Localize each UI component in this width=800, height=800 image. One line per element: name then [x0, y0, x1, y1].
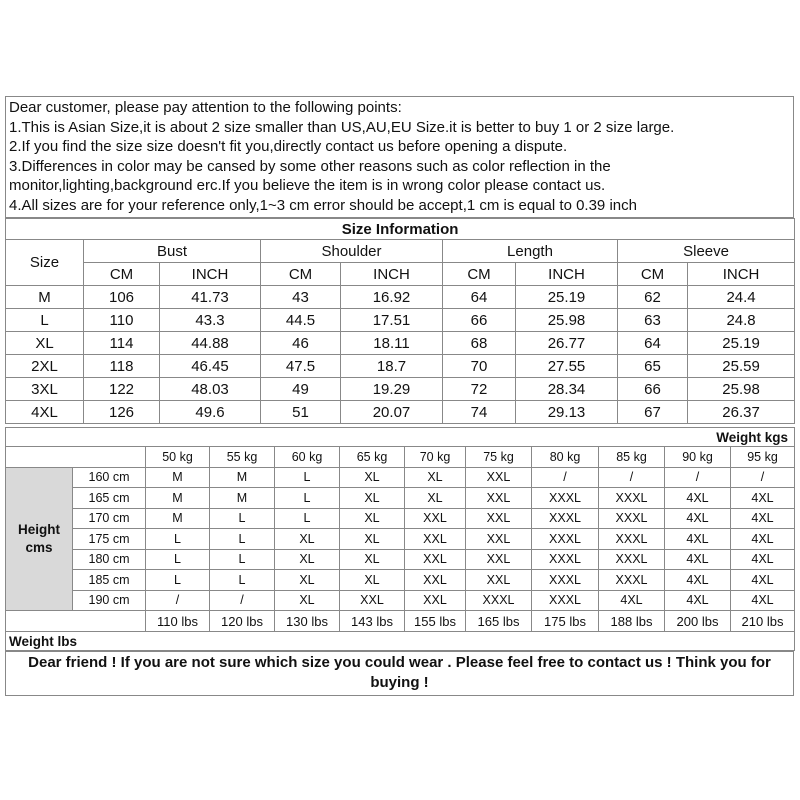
recommended-size-cell: XXL	[466, 508, 532, 529]
recommended-size-cell: 4XL	[665, 529, 731, 550]
measurement-cell: 44.5	[261, 309, 341, 332]
weight-lbs-cell: 200 lbs	[665, 611, 731, 632]
recommended-size-cell: 4XL	[665, 549, 731, 570]
measurement-cell: 25.98	[688, 378, 795, 401]
notice-line: 1.This is Asian Size,it is about 2 size smaller than US,AU,EU Size.it is better to buy 1 or 2 size large.	[9, 118, 675, 136]
recommended-size-cell: /	[210, 590, 275, 611]
notice-line: 3.Differences in color may be cansed by some other reasons such as color reflection in the	[9, 157, 611, 175]
measurement-cell: 24.4	[688, 286, 795, 309]
measurement-cell: 29.13	[516, 401, 618, 424]
units-row	[6, 263, 795, 286]
blank-cell	[6, 447, 146, 468]
measurement-cell: 62	[618, 286, 688, 309]
height-value-cell: 170 cm	[73, 508, 146, 529]
weight-kg-cell: 70 kg	[405, 447, 466, 468]
height-value-cell: 175 cm	[73, 529, 146, 550]
sleeve-header: Sleeve	[618, 240, 795, 263]
weight-lbs-cell: 120 lbs	[210, 611, 275, 632]
measurement-cell: 26.37	[688, 401, 795, 424]
measurement-cell: 74	[443, 401, 516, 424]
recommended-size-cell: XL	[405, 488, 466, 509]
recommended-size-cell: XXL	[466, 529, 532, 550]
recommended-size-cell: XXL	[405, 549, 466, 570]
size-name-cell: 3XL	[6, 378, 84, 401]
weight-lbs-cell: 155 lbs	[405, 611, 466, 632]
measurement-cell: 68	[443, 332, 516, 355]
recommended-size-cell: XL	[275, 570, 340, 591]
weight-lbs-cell: 175 lbs	[532, 611, 599, 632]
recommended-size-cell: XL	[340, 467, 405, 488]
recommended-size-cell: 4XL	[665, 508, 731, 529]
recommended-size-cell: XXXL	[599, 549, 665, 570]
size-row	[6, 332, 795, 355]
weight-lbs-label: Weight lbs	[6, 632, 795, 651]
recommended-size-cell: XXL	[405, 508, 466, 529]
size-row	[6, 309, 795, 332]
recommended-size-cell: M	[210, 467, 275, 488]
size-name-cell: 2XL	[6, 355, 84, 378]
recommended-size-cell: XXXL	[532, 549, 599, 570]
recommended-size-cell: 4XL	[731, 549, 795, 570]
recommended-size-cell: XXXL	[599, 488, 665, 509]
recommended-size-cell: XL	[405, 467, 466, 488]
height-row	[6, 508, 795, 529]
size-row	[6, 355, 795, 378]
length-header: Length	[443, 240, 618, 263]
measurement-cell: 48.03	[160, 378, 261, 401]
measurement-cell: 26.77	[516, 332, 618, 355]
recommended-size-cell: XXL	[466, 549, 532, 570]
measurement-cell: 47.5	[261, 355, 341, 378]
measurement-cell: 25.59	[688, 355, 795, 378]
height-row	[6, 488, 795, 509]
measurement-cell: 118	[84, 355, 160, 378]
measurement-cell: 46.45	[160, 355, 261, 378]
recommended-size-cell: XL	[340, 508, 405, 529]
measurement-cell: 51	[261, 401, 341, 424]
height-cms-label	[6, 467, 73, 611]
measurement-cell: 43.3	[160, 309, 261, 332]
weight-kg-cell: 90 kg	[665, 447, 731, 468]
recommended-size-cell: L	[146, 570, 210, 591]
recommended-size-cell: XL	[340, 549, 405, 570]
weight-lbs-cell: 210 lbs	[731, 611, 795, 632]
measurement-cell: 106	[84, 286, 160, 309]
measurement-cell: 17.51	[341, 309, 443, 332]
measurement-cell: 63	[618, 309, 688, 332]
recommended-size-cell: L	[210, 529, 275, 550]
bust-header: Bust	[84, 240, 261, 263]
measurement-cell: 114	[84, 332, 160, 355]
height-value-cell: 190 cm	[73, 590, 146, 611]
measurement-cell: 64	[443, 286, 516, 309]
recommended-size-cell: L	[275, 467, 340, 488]
recommended-size-cell: /	[146, 590, 210, 611]
recommended-size-cell: XL	[275, 549, 340, 570]
measurement-cell: 64	[618, 332, 688, 355]
recommended-size-cell: 4XL	[731, 570, 795, 591]
weight-kgs-label: Weight kgs	[6, 428, 795, 447]
recommended-size-cell: 4XL	[665, 488, 731, 509]
footer-message: Dear friend ! If you are not sure which size you could wear . Please feel free to contact us ! Think you for buying !	[6, 652, 794, 696]
measurement-cell: 28.34	[516, 378, 618, 401]
recommended-size-cell: XXL	[405, 590, 466, 611]
size-name-cell: L	[6, 309, 84, 332]
size-row	[6, 401, 795, 424]
shoulder-header: Shoulder	[261, 240, 443, 263]
unit-header: CM	[443, 263, 516, 286]
size-name-cell: XL	[6, 332, 84, 355]
recommended-size-cell: L	[275, 508, 340, 529]
recommended-size-cell: L	[275, 488, 340, 509]
weight-lbs-cell: 130 lbs	[275, 611, 340, 632]
unit-header: INCH	[341, 263, 443, 286]
measurement-cell: 25.19	[516, 286, 618, 309]
height-value-cell: 185 cm	[73, 570, 146, 591]
height-value-cell: 165 cm	[73, 488, 146, 509]
measurement-cell: 70	[443, 355, 516, 378]
size-name-cell: M	[6, 286, 84, 309]
measurement-cell: 19.29	[341, 378, 443, 401]
recommended-size-cell: /	[532, 467, 599, 488]
recommended-size-cell: 4XL	[731, 508, 795, 529]
unit-header: CM	[261, 263, 341, 286]
recommended-size-cell: XXXL	[532, 529, 599, 550]
height-row	[6, 590, 795, 611]
recommended-size-cell: XXXL	[532, 570, 599, 591]
height-row	[6, 570, 795, 591]
weight-kg-cell: 85 kg	[599, 447, 665, 468]
measurement-cell: 49	[261, 378, 341, 401]
recommended-size-cell: /	[731, 467, 795, 488]
unit-header: CM	[618, 263, 688, 286]
measurement-cell: 65	[618, 355, 688, 378]
measurement-cell: 67	[618, 401, 688, 424]
recommended-size-cell: /	[665, 467, 731, 488]
measurement-cell: 110	[84, 309, 160, 332]
measurement-cell: 18.7	[341, 355, 443, 378]
weight-kg-cell: 55 kg	[210, 447, 275, 468]
recommended-size-cell: 4XL	[599, 590, 665, 611]
recommended-size-cell: XXXL	[532, 508, 599, 529]
recommended-size-cell: L	[210, 570, 275, 591]
recommended-size-cell: XL	[340, 529, 405, 550]
weight-lbs-cell: 143 lbs	[340, 611, 405, 632]
weight-lbs-row	[6, 611, 795, 632]
measurement-cell: 49.6	[160, 401, 261, 424]
recommended-size-cell: M	[146, 508, 210, 529]
weight-kg-cell: 50 kg	[146, 447, 210, 468]
measurement-cell: 25.19	[688, 332, 795, 355]
recommended-size-cell: L	[146, 549, 210, 570]
recommended-size-cell: XXL	[340, 590, 405, 611]
notice-box	[5, 96, 794, 218]
measurement-cell: 43	[261, 286, 341, 309]
height-row	[6, 467, 795, 488]
weight-height-size-table	[5, 427, 795, 651]
weight-lbs-cell: 188 lbs	[599, 611, 665, 632]
footer-box	[5, 651, 794, 696]
recommended-size-cell: XXL	[466, 467, 532, 488]
weight-lbs-cell: 165 lbs	[466, 611, 532, 632]
recommended-size-cell: M	[146, 467, 210, 488]
height-row	[6, 549, 795, 570]
unit-header: CM	[84, 263, 160, 286]
recommended-size-cell: L	[146, 529, 210, 550]
size-name-cell: 4XL	[6, 401, 84, 424]
notice-line: 4.All sizes are for your reference only,1~3 cm error should be accept,1 cm is equal to 0.39 inch	[9, 196, 637, 214]
recommended-size-cell: 4XL	[665, 590, 731, 611]
weight-kg-cell: 75 kg	[466, 447, 532, 468]
measurement-cell: 41.73	[160, 286, 261, 309]
recommended-size-cell: XL	[340, 570, 405, 591]
measurement-cell: 24.8	[688, 309, 795, 332]
recommended-size-cell: XXXL	[532, 488, 599, 509]
recommended-size-cell: XXXL	[599, 529, 665, 550]
recommended-size-cell: L	[210, 549, 275, 570]
weight-kg-cell: 65 kg	[340, 447, 405, 468]
size-chart	[5, 96, 794, 696]
recommended-size-cell: 4XL	[731, 488, 795, 509]
size-table-title: Size Information	[6, 219, 795, 240]
unit-header: INCH	[160, 263, 261, 286]
measurement-cell: 126	[84, 401, 160, 424]
recommended-size-cell: 4XL	[731, 529, 795, 550]
size-row	[6, 378, 795, 401]
blank-cell	[6, 611, 146, 632]
recommended-size-cell: M	[146, 488, 210, 509]
measurement-cell: 18.11	[341, 332, 443, 355]
recommended-size-cell: XXXL	[532, 590, 599, 611]
recommended-size-cell: M	[210, 488, 275, 509]
unit-header: INCH	[688, 263, 795, 286]
recommended-size-cell: /	[599, 467, 665, 488]
measurement-cell: 66	[443, 309, 516, 332]
measurement-cell: 25.98	[516, 309, 618, 332]
recommended-size-cell: L	[210, 508, 275, 529]
unit-header: INCH	[516, 263, 618, 286]
measurement-cell: 72	[443, 378, 516, 401]
recommended-size-cell: XXL	[405, 570, 466, 591]
notice-line: 2.If you find the size size doesn't fit you,directly contact us before opening a dispute.	[9, 138, 568, 155]
measurement-cell: 20.07	[341, 401, 443, 424]
weight-kg-cell: 80 kg	[532, 447, 599, 468]
weight-kg-cell: 95 kg	[731, 447, 795, 468]
height-row	[6, 529, 795, 550]
height-label-line: Height	[18, 521, 60, 537]
measurement-cell: 27.55	[516, 355, 618, 378]
recommended-size-cell: XXXL	[466, 590, 532, 611]
recommended-size-cell: XL	[275, 590, 340, 611]
weight-kg-cell: 60 kg	[275, 447, 340, 468]
measurement-cell: 66	[618, 378, 688, 401]
measurement-cell: 16.92	[341, 286, 443, 309]
weight-lbs-cell: 110 lbs	[146, 611, 210, 632]
measurement-cell: 46	[261, 332, 341, 355]
measurement-cell: 44.88	[160, 332, 261, 355]
recommended-size-cell: XXL	[466, 570, 532, 591]
size-row	[6, 286, 795, 309]
height-value-cell: 180 cm	[73, 549, 146, 570]
recommended-size-cell: XL	[340, 488, 405, 509]
recommended-size-cell: 4XL	[665, 570, 731, 591]
weight-kg-row	[6, 447, 795, 468]
recommended-size-cell: XXL	[405, 529, 466, 550]
recommended-size-cell: XXXL	[599, 570, 665, 591]
recommended-size-cell: XL	[275, 529, 340, 550]
height-value-cell: 160 cm	[73, 467, 146, 488]
notice-text	[6, 97, 794, 218]
recommended-size-cell: XXL	[466, 488, 532, 509]
size-column-header: Size	[6, 240, 84, 286]
recommended-size-cell: XXXL	[599, 508, 665, 529]
size-information-table	[5, 218, 795, 424]
notice-line: monitor,lighting,background erc.If you believe the item is in wrong color please contact us.	[9, 177, 606, 194]
measurement-cell: 122	[84, 378, 160, 401]
height-label-line: cms	[25, 539, 53, 555]
recommended-size-cell: 4XL	[731, 590, 795, 611]
notice-line: Dear customer, please pay attention to the following points:	[9, 99, 402, 116]
